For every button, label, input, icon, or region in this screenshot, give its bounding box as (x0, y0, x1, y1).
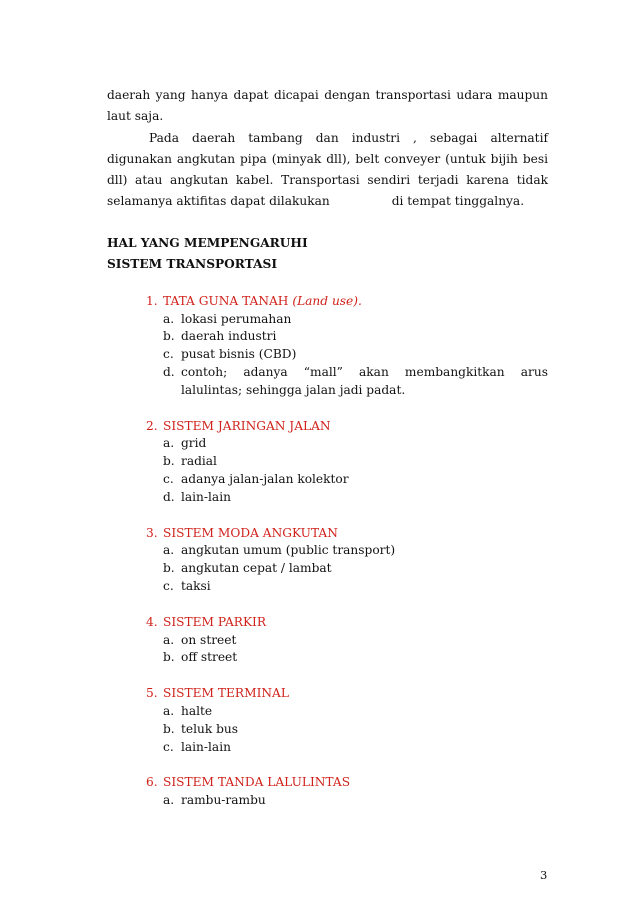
subitem-text: angkutan umum (public transport) (181, 543, 396, 558)
intro-paragraph-2-part-2: di tempat tinggalnya. (391, 194, 525, 209)
factor-title (163, 293, 548, 311)
factor-subitem (163, 578, 548, 596)
factor-item (107, 418, 548, 507)
subitem-text: lokasi perumahan (181, 311, 292, 326)
subitem-letter: a. (163, 632, 175, 647)
factor-subitem (163, 721, 548, 739)
factor-number: 1. (146, 293, 158, 308)
factor-subitem (163, 489, 548, 507)
subitem-text: taksi (181, 578, 211, 593)
subitem-text: lain-lain (181, 739, 231, 754)
subitem-letter: a. (163, 311, 175, 326)
factor-number: 2. (146, 418, 158, 433)
factor-subitem (163, 453, 548, 471)
intro-paragraph-1: daerah yang hanya dapat dicapai dengan transportasi udara maupun laut saja. (107, 88, 548, 124)
subitem-text: grid (181, 436, 207, 451)
factor-title (163, 418, 548, 436)
subitem-letter: a. (163, 793, 175, 808)
factor-sublist (163, 311, 548, 400)
factor-subtitle: (Land use). (292, 293, 362, 308)
subitem-text: contoh; adanya “mall” akan membangkitkan arus lalulintas; sehingga jalan jadi padat. (181, 364, 548, 397)
factor-item (107, 525, 548, 596)
subitem-letter: d. (163, 489, 175, 504)
subitem-text: rambu-rambu (181, 793, 266, 808)
factor-number: 4. (146, 614, 158, 629)
subitem-letter: b. (163, 454, 175, 469)
factor-subitem (163, 560, 548, 578)
factor-subitem (163, 328, 548, 346)
factor-subitem (163, 435, 548, 453)
factor-item (107, 685, 548, 756)
subitem-letter: a. (163, 543, 175, 558)
subitem-text: halte (181, 703, 213, 718)
subitem-letter: b. (163, 561, 175, 576)
heading-line-2: SISTEM TRANSPORTASI (107, 256, 278, 271)
factor-number: 6. (146, 775, 158, 790)
factor-item (107, 293, 548, 400)
factor-title-text: SISTEM TERMINAL (163, 686, 289, 701)
factor-subitem (163, 703, 548, 721)
subitem-text: off street (181, 650, 238, 665)
subitem-letter: c. (163, 347, 174, 362)
subitem-letter: d. (163, 364, 175, 379)
factor-sublist (163, 435, 548, 506)
subitem-text: teluk bus (181, 721, 239, 736)
factor-subitem (163, 542, 548, 560)
factor-subitem (163, 346, 548, 364)
subitem-letter: c. (163, 578, 174, 593)
factor-title-text: SISTEM JARINGAN JALAN (163, 418, 331, 433)
subitem-text: lain-lain (181, 489, 231, 504)
factor-title (163, 525, 548, 543)
factor-subitem (163, 364, 548, 400)
subitem-letter: a. (163, 703, 175, 718)
intro-paragraph-2 (107, 128, 548, 213)
subitem-text: radial (181, 454, 217, 469)
page-number: 3 (540, 868, 548, 882)
subitem-letter: a. (163, 436, 175, 451)
section-heading (107, 233, 548, 275)
subitem-text: angkutan cepat / lambat (181, 561, 332, 576)
subitem-text: pusat bisnis (CBD) (181, 347, 297, 362)
factor-subitem (163, 649, 548, 667)
factor-subitem (163, 792, 548, 810)
factor-subitem (163, 739, 548, 757)
intro-paragraph-2-part-1: Pada daerah tambang dan industri , sebagai alternatif digunakan angkutan pipa (minyak dll), belt conveyer (untuk bijih besi dll) atau angkutan kabel. Transportasi sendiri terjadi karena tidak selamanya aktifitas dapat dilakukan (107, 130, 548, 209)
factor-sublist (163, 542, 548, 595)
factor-item (107, 774, 548, 810)
subitem-text: on street (181, 632, 237, 647)
factor-sublist (163, 703, 548, 756)
factor-subitem (163, 471, 548, 489)
subitem-letter: c. (163, 471, 174, 486)
factor-subitem (163, 632, 548, 650)
factor-title-text: SISTEM PARKIR (163, 614, 267, 629)
subitem-text: adanya jalan-jalan kolektor (181, 471, 349, 486)
factor-number: 5. (146, 686, 158, 701)
subitem-letter: b. (163, 721, 175, 736)
factor-title-text: TATA GUNA TANAH (163, 293, 289, 308)
factor-number: 3. (146, 525, 158, 540)
factor-title (163, 774, 548, 792)
factor-sublist (163, 792, 548, 810)
heading-line-1: HAL YANG MEMPENGARUHI (107, 235, 308, 250)
page-content (107, 85, 548, 828)
subitem-letter: b. (163, 650, 175, 665)
factor-subitem (163, 311, 548, 329)
factor-sublist (163, 632, 548, 668)
subitem-letter: b. (163, 329, 175, 344)
subitem-letter: c. (163, 739, 174, 754)
factor-title-text: SISTEM TANDA LALULINTAS (163, 775, 351, 790)
factor-title (163, 614, 548, 632)
factor-item (107, 614, 548, 667)
factor-title (163, 685, 548, 703)
subitem-text: daerah industri (181, 329, 277, 344)
factors-list (107, 293, 548, 810)
factor-title-text: SISTEM MODA ANGKUTAN (163, 525, 338, 540)
intro-text (107, 85, 548, 213)
